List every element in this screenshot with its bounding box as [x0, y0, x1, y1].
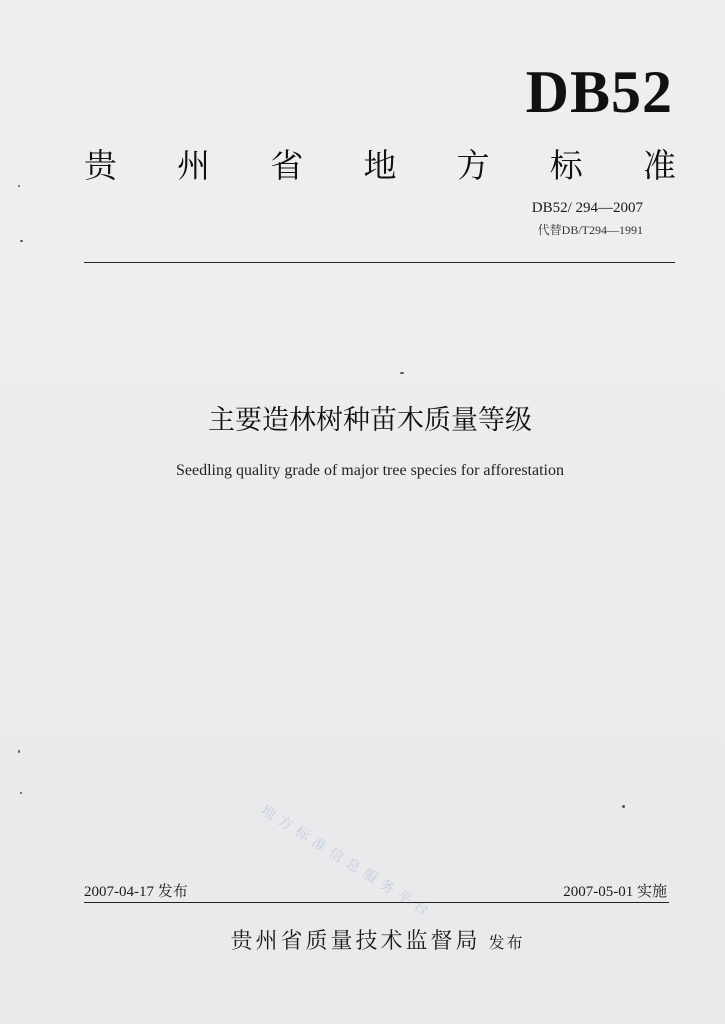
- implementation-date: 2007-05-01 实施: [563, 884, 667, 900]
- replaces-standard: 代替DB/T294—1991: [537, 223, 643, 237]
- publisher: [0, 924, 725, 955]
- watermark-stamp: 地方标准信息服务平台: [257, 802, 437, 923]
- scan-speck: [400, 372, 404, 374]
- scan-speck: [18, 185, 20, 187]
- standard-code: DB52: [525, 59, 673, 125]
- standard-type-char: 省: [270, 146, 304, 185]
- standard-type-char: 贵: [84, 146, 117, 185]
- scan-speck: [622, 805, 625, 808]
- scan-speck: [20, 240, 23, 242]
- standard-type-char: 地: [363, 146, 397, 185]
- header-divider: [84, 262, 675, 263]
- standard-type-char: 州: [177, 146, 211, 185]
- standard-type-char: 准: [642, 146, 676, 185]
- footer-divider: [84, 902, 669, 903]
- publisher-name: 贵州省质量技术监督局: [230, 929, 481, 954]
- standard-type-char: 方: [456, 146, 490, 185]
- publisher-verb: 发布: [488, 933, 525, 952]
- document-title-en: Seedling quality grade of major tree species for afforestation: [175, 462, 564, 479]
- standard-number: DB52/ 294—2007: [531, 200, 643, 216]
- standard-type-char: 标: [549, 146, 583, 185]
- scan-speck: [18, 750, 20, 753]
- standard-type: [84, 140, 676, 187]
- issue-date: 2007-04-17 发布: [84, 884, 188, 900]
- document-title-zh: 主要造林树种苗木质量等级: [208, 405, 532, 436]
- scan-speck: [20, 792, 22, 794]
